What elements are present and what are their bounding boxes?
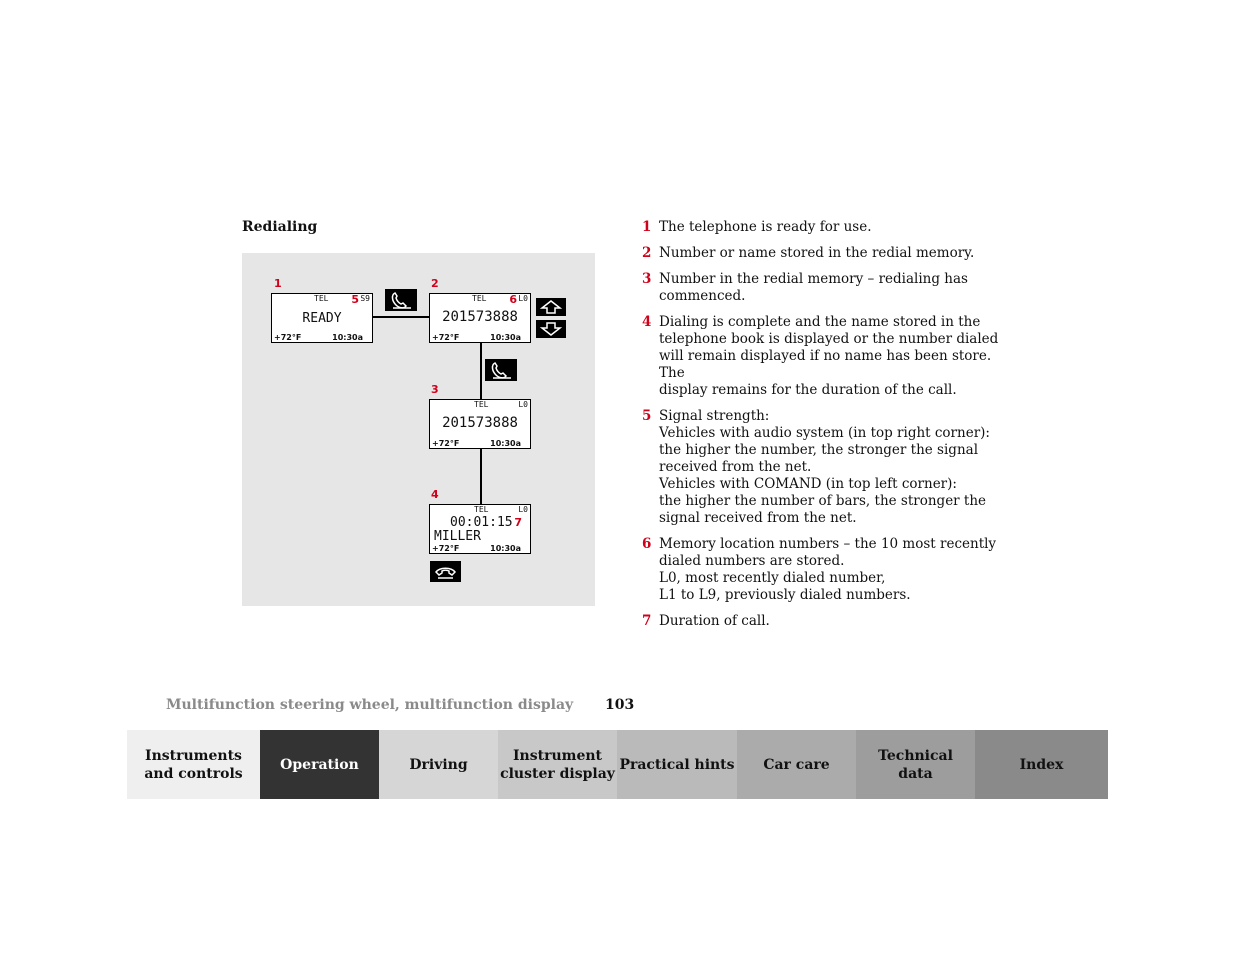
arrow-up-icon xyxy=(536,298,566,316)
display-main-text: 201573888 xyxy=(442,415,518,431)
clock: 10:30a xyxy=(490,439,521,448)
call-duration: 00:01:15 xyxy=(450,515,513,530)
list-item xyxy=(642,408,1002,527)
display-ready xyxy=(271,293,373,343)
item-text: Duration of call. xyxy=(659,613,770,629)
item-text: will remain displayed if no name has been store. The xyxy=(659,348,992,381)
memory-location: L0 xyxy=(518,400,528,409)
figure-label-2: 2 xyxy=(431,277,439,290)
item-text: dialed numbers are stored. xyxy=(659,553,845,569)
figure-label-4: 4 xyxy=(431,488,439,501)
display-main-text: 201573888 xyxy=(442,309,518,325)
item-text: Number in the redial memory – redialing has xyxy=(659,271,968,287)
figure-label-1: 1 xyxy=(274,277,282,290)
display-call-active xyxy=(429,504,531,554)
item-text: Vehicles with audio system (in top right corner): xyxy=(659,425,990,441)
phone-hangup-icon xyxy=(430,561,461,582)
item-text: L1 to L9, previously dialed numbers. xyxy=(659,587,911,603)
item-text: Vehicles with COMAND (in top left corner): xyxy=(659,476,957,492)
temperature: +72°F xyxy=(432,333,460,342)
item-text: the higher the number, the stronger the signal xyxy=(659,442,979,458)
memory-location: L0 xyxy=(518,505,528,514)
callout-5: 5 xyxy=(351,293,359,306)
phone-send-icon xyxy=(485,359,517,381)
redial-figure xyxy=(242,253,595,606)
item-text: received from the net. xyxy=(659,459,812,475)
item-text: Signal strength: xyxy=(659,408,770,424)
item-text: L0, most recently dialed number, xyxy=(659,570,886,586)
item-text: telephone book is displayed or the number dialed xyxy=(659,331,999,347)
arrow-down-icon xyxy=(536,320,566,338)
item-number: 7 xyxy=(642,613,652,629)
figure-label-3: 3 xyxy=(431,383,439,396)
connector-1-2 xyxy=(373,316,430,318)
callout-7: 7 xyxy=(514,516,522,529)
temperature: +72°F xyxy=(432,544,460,553)
item-text: The telephone is ready for use. xyxy=(659,219,872,235)
clock: 10:30a xyxy=(490,333,521,342)
tel-label: TEL xyxy=(314,294,329,303)
tab-operation[interactable]: Operation xyxy=(260,730,379,799)
signal-strength: S9 xyxy=(360,294,370,303)
list-item xyxy=(642,536,1002,604)
display-redial-memory xyxy=(429,293,531,343)
item-number: 3 xyxy=(642,271,652,287)
callout-list xyxy=(642,219,1002,639)
display-redialing xyxy=(429,399,531,449)
tab-instrument-cluster-display[interactable]: Instrument cluster display xyxy=(498,730,617,799)
connector-2-3 xyxy=(480,343,482,399)
callout-6: 6 xyxy=(509,293,517,306)
tab-instruments-and-controls[interactable]: Instruments and controls xyxy=(127,730,260,799)
temperature: +72°F xyxy=(432,439,460,448)
caller-name: MILLER xyxy=(434,529,481,544)
display-main-text: READY xyxy=(302,311,342,326)
connector-3-4 xyxy=(480,449,482,505)
memory-location: L0 xyxy=(518,294,528,303)
clock: 10:30a xyxy=(332,333,363,342)
temperature: +72°F xyxy=(274,333,302,342)
list-item xyxy=(642,245,1002,262)
item-number: 6 xyxy=(642,536,652,552)
item-text: Dialing is complete and the name stored in the xyxy=(659,314,981,330)
item-text: Memory location numbers – the 10 most recently xyxy=(659,536,997,552)
tab-driving[interactable]: Driving xyxy=(379,730,498,799)
item-number: 4 xyxy=(642,314,652,330)
list-item xyxy=(642,271,1002,305)
list-item xyxy=(642,613,1002,630)
tel-label: TEL xyxy=(472,294,487,303)
section-title: Redialing xyxy=(242,219,318,235)
item-text: signal received from the net. xyxy=(659,510,857,526)
list-item xyxy=(642,314,1002,399)
chapter-nav xyxy=(127,730,1108,799)
page-number: 103 xyxy=(605,697,635,713)
item-text: the higher the number of bars, the stronger the xyxy=(659,493,987,509)
item-text: Number or name stored in the redial memory. xyxy=(659,245,975,261)
item-text: display remains for the duration of the call. xyxy=(659,382,957,398)
item-text: commenced. xyxy=(659,288,746,304)
item-number: 1 xyxy=(642,219,652,235)
tab-practical-hints[interactable]: Practical hints xyxy=(617,730,737,799)
tel-label: TEL xyxy=(474,400,489,409)
clock: 10:30a xyxy=(490,544,521,553)
item-number: 5 xyxy=(642,408,652,424)
tab-technical-data[interactable]: Technical data xyxy=(856,730,975,799)
tel-label: TEL xyxy=(474,505,489,514)
footer-chapter-title: Multifunction steering wheel, multifunction display xyxy=(166,697,574,713)
tab-index[interactable]: Index xyxy=(975,730,1108,799)
phone-send-icon xyxy=(385,289,417,311)
tab-car-care[interactable]: Car care xyxy=(737,730,856,799)
list-item xyxy=(642,219,1002,236)
item-number: 2 xyxy=(642,245,652,261)
